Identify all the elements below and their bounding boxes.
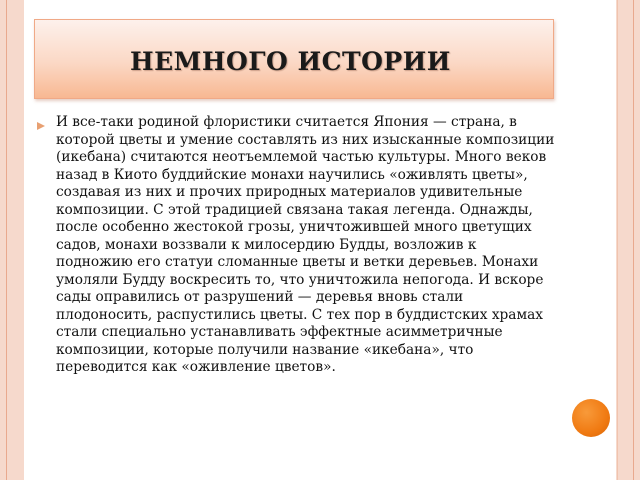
body-paragraph: И все-таки родиной флористики считается Япония — страна, в которой цветы и умение составлять из них изысканные композиции (икебана) считаются неотъемлемой частью культуры. Много веков назад в Киото буддийские монахи научились «оживлять цветы», создавая из них и прочих природных материалов удивительные композиции. С этой традицией связана такая легенда. Однажды, после особенно жестокой грозы, уничтожившей много цветущих садов, монахи воззвали к милосердию Будды, возложив к подножию его статуи сломанные цветы и ветки деревьев. Монахи умоляли Будду воскресить то, что уничтожила непогода. И вскоре сады оправились от разрушений — деревья вновь стали плодоносить, распустились цветы. С тех пор в буддистских храмах стали специально устанавливать эффектные асимметричные композиции, которые получили название «икебана», что переводится как «оживление цветов». — [56, 114, 555, 375]
orange-circle-decoration — [572, 399, 610, 437]
bullet-icon — [37, 122, 45, 130]
left-frame-border — [0, 0, 24, 480]
slide-title: НЕМНОГО ИСТОРИИ — [130, 47, 451, 76]
left-frame-line — [6, 0, 7, 480]
right-frame-inner-line — [617, 0, 618, 480]
right-frame-border — [616, 0, 640, 480]
right-frame-line — [633, 0, 634, 480]
